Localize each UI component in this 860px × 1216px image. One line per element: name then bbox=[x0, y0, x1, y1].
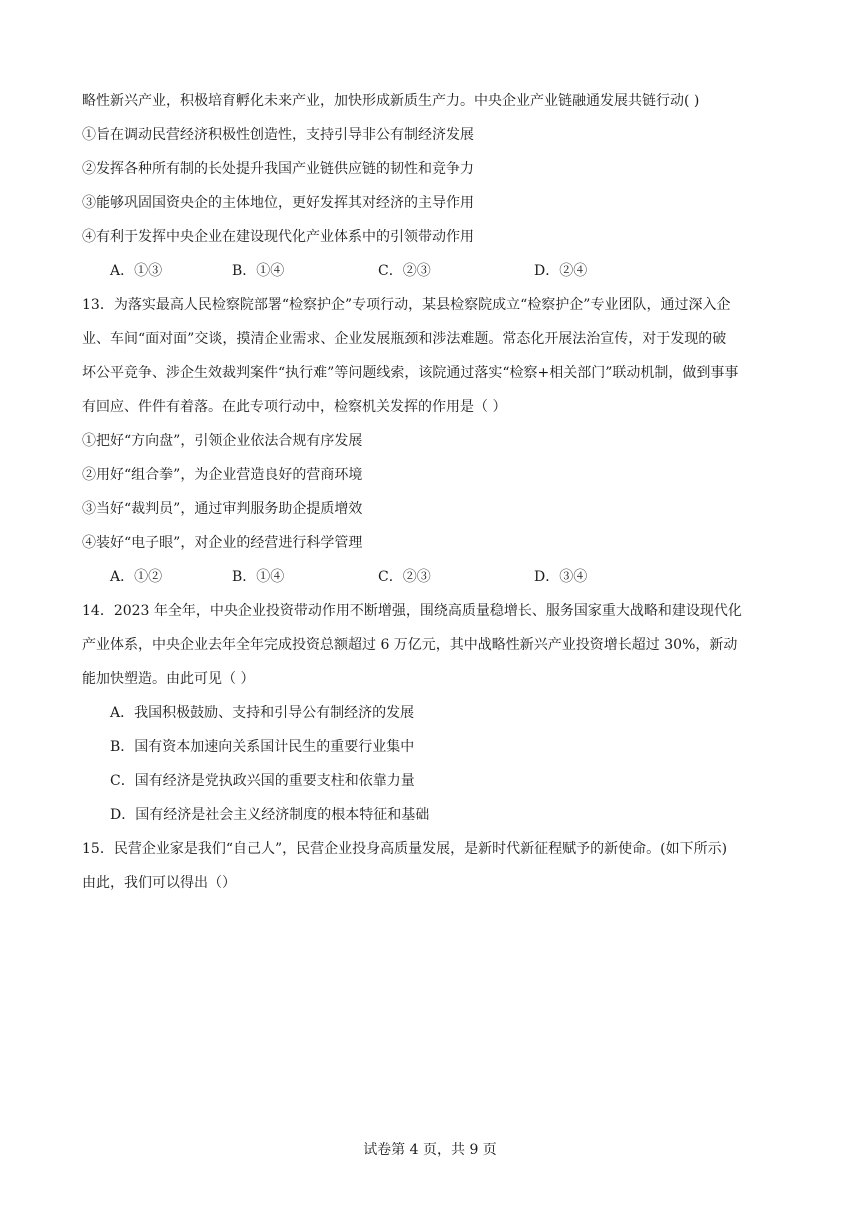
statement-4: ④有利于发挥中央企业在建设现代化产业体系中的引领带动作用 bbox=[82, 229, 474, 245]
question-13-stem-line: 13．为落实最高人民检察院部署“检察护企”专项行动，某县检察院成立“检察护企”专业团队，通过深入企 bbox=[82, 297, 731, 313]
question-15 bbox=[82, 832, 782, 900]
question-13-stem-line: 有回应、件件有着落。在此专项行动中，检察机关发挥的作用是（ ） bbox=[82, 399, 507, 415]
option-b: B．国有资本加速向关系国计民生的重要行业集中 bbox=[110, 739, 415, 755]
statement-3: ③当好“裁判员”，通过审判服务助企提质增效 bbox=[82, 501, 363, 517]
question-14-stem-line: 能加快塑造。由此可见（ ） bbox=[82, 671, 255, 687]
statement-4: ④装好“电子眼”，对企业的经营进行科学管理 bbox=[82, 535, 363, 551]
option-d: D．国有经济是社会主义经济制度的根本特征和基础 bbox=[110, 807, 430, 823]
statement-1: ①旨在调动民营经济积极性创造性，支持引导非公有制经济发展 bbox=[82, 127, 474, 143]
option-c: C．国有经济是党执政兴国的重要支柱和依靠力量 bbox=[110, 773, 415, 789]
question-15-stem-line: 由此，我们可以得出（） bbox=[82, 875, 236, 891]
statement-1: ①把好“方向盘”，引领企业依法合规有序发展 bbox=[82, 433, 363, 449]
option-c: C．②③ bbox=[378, 569, 431, 585]
page-content bbox=[82, 84, 782, 900]
option-a: A．我国积极鼓励、支持和引导公有制经济的发展 bbox=[110, 705, 415, 721]
question-13-stem-line: 业、车间“面对面”交谈，摸清企业需求、企业发展瓶颈和涉法难题。常态化开展法治宣传，对于发现的破 bbox=[82, 331, 727, 347]
question-14 bbox=[82, 594, 782, 832]
question-12 bbox=[82, 84, 782, 288]
question-13 bbox=[82, 288, 782, 594]
option-d: D．②④ bbox=[534, 263, 588, 279]
page-footer: 试卷第 4 页，共 9 页 bbox=[363, 1142, 497, 1158]
question-12-stem: 略性新兴产业，积极培育孵化未来产业，加快形成新质生产力。中央企业产业链融通发展共链行动( ) bbox=[82, 93, 700, 109]
option-b: B．①④ bbox=[232, 569, 285, 585]
question-14-stem-line: 14．2023 年全年，中央企业投资带动作用不断增强，围绕高质量稳增长、服务国家重大战略和建设现代化 bbox=[82, 603, 742, 619]
option-d: D．③④ bbox=[534, 569, 588, 585]
option-b: B．①④ bbox=[232, 263, 285, 279]
question-13-stem-line: 坏公平竞争、涉企生效裁判案件“执行难”等问题线索，该院通过落实“检察+相关部门”联动机制，做到事事 bbox=[82, 365, 739, 381]
option-a: A．①② bbox=[110, 569, 163, 585]
statement-3: ③能够巩固国资央企的主体地位，更好发挥其对经济的主导作用 bbox=[82, 195, 474, 211]
statement-2: ②用好“组合拳”，为企业营造良好的营商环境 bbox=[82, 467, 363, 483]
question-14-stem-line: 产业体系，中央企业去年全年完成投资总额超过 6 万亿元，其中战略性新兴产业投资增长超过 30%，新动 bbox=[82, 637, 738, 653]
option-a: A．①③ bbox=[110, 263, 163, 279]
question-15-stem-line: 15．民营企业家是我们“自己人”，民营企业投身高质量发展，是新时代新征程赋予的新使命。(如下所示) bbox=[82, 841, 728, 857]
option-c: C．②③ bbox=[378, 263, 431, 279]
answer-options bbox=[82, 560, 782, 594]
statement-2: ②发挥各种所有制的长处提升我国产业链供应链的韧性和竞争力 bbox=[82, 161, 474, 177]
answer-options bbox=[82, 254, 782, 288]
